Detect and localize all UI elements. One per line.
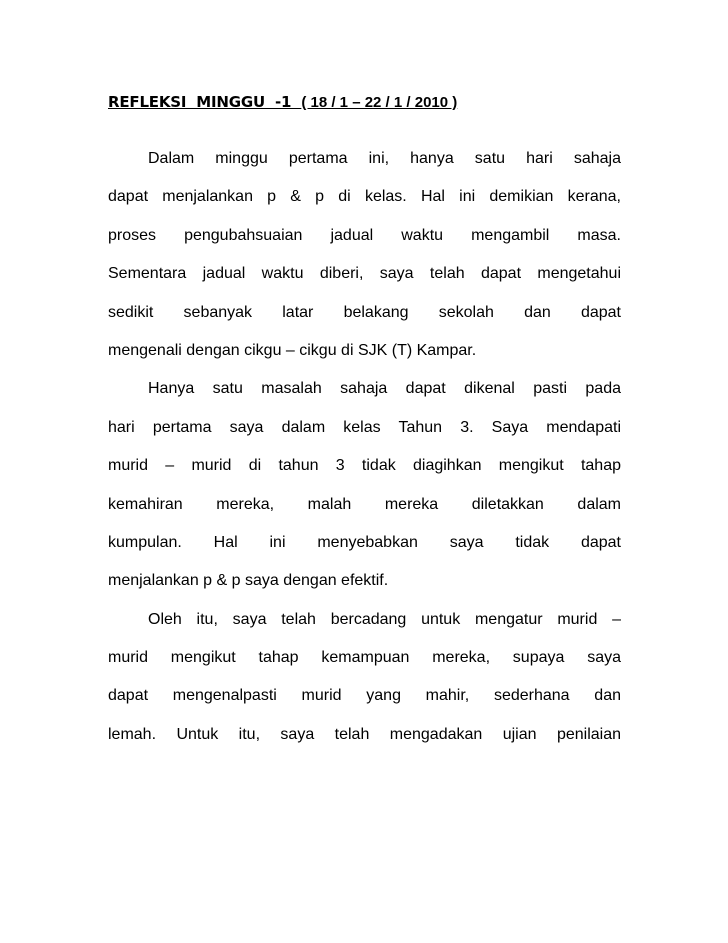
text-line: Sementara jadual waktu diberi, saya telah dapat mengetahui	[108, 265, 621, 283]
document-body	[108, 140, 621, 754]
text-line: dapat menjalankan p & p di kelas. Hal ini demikian kerana,	[108, 188, 621, 206]
text-line: Dalam minggu pertama ini, hanya satu hari sahaja	[148, 150, 621, 167]
text-line: sedikit sebanyak latar belakang sekolah dan dapat	[108, 303, 621, 321]
text-line: dapat mengenalpasti murid yang mahir, sederhana dan	[108, 687, 621, 705]
text-line: murid mengikut tahap kemampuan mereka, supaya saya	[108, 649, 621, 667]
text-line: Hanya satu masalah sahaja dapat dikenal pasti pada	[148, 380, 621, 398]
text-line: Oleh itu, saya telah bercadang untuk mengatur murid –	[148, 610, 621, 628]
text-line: proses pengubahsuaian jadual waktu mengambil masa.	[108, 226, 621, 244]
text-line: mengenali dengan cikgu – cikgu di SJK (T) Kampar.	[108, 341, 477, 359]
text-line: menjalankan p & p saya dengan efektif.	[108, 572, 389, 590]
title-date-range: ( 18 / 1 – 22 / 1 / 2010 )	[301, 94, 458, 111]
text-line: hari pertama saya dalam kelas Tahun 3. Saya mendapati	[108, 418, 621, 436]
text-line: murid – murid di tahun 3 tidak diagihkan mengikut tahap	[108, 457, 621, 475]
text-line: kemahiran mereka, malah mereka diletakkan dalam	[108, 495, 621, 513]
document-page	[108, 90, 621, 754]
text-line: kumpulan. Hal ini menyebabkan saya tidak dapat	[108, 533, 621, 551]
title-label: REFLEKSI MINGGU -1	[108, 93, 302, 111]
text-line: lemah. Untuk itu, saya telah mengadakan ujian penilaian	[108, 725, 621, 743]
document-title	[108, 90, 621, 114]
